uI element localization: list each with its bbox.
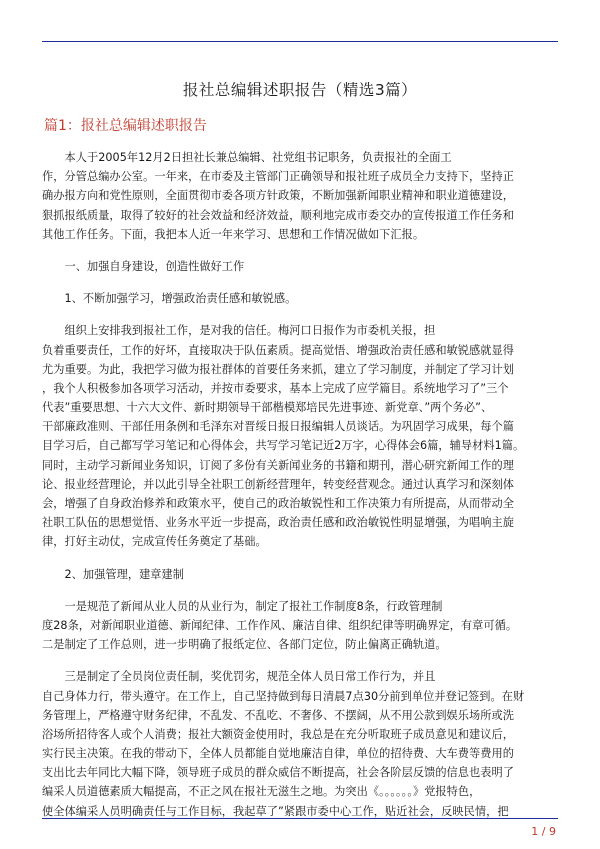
- text-line: 律，打好主动仗，完成宣传任务奠定了基础。: [42, 535, 267, 549]
- paragraph-gap: [42, 276, 558, 289]
- paragraph: [42, 257, 558, 276]
- text-line: 实行民主决策。在我的带动下，全体人员都能自觉地廉洁自律，单位的招待费、大车费等费用的: [42, 747, 514, 761]
- text-line: 自己身体力行，带头遵守。在工作上，自己坚持做到每日清晨7点30分前到单位并登记签到。在财: [42, 689, 525, 703]
- text-line: 社职工队伍的思想觉悟、业务水平近一步提高，政治责任感和政治敏锐性明显增强，为唱响主旋: [42, 516, 514, 530]
- paragraph-gap: [42, 308, 558, 321]
- section-heading: 篇1：报社总编辑述职报告: [44, 118, 207, 134]
- paragraph-gap: [42, 654, 558, 667]
- text-line: 其他工作任务。下面，我把本人近一年来学习、思想和工作情况做如下汇报。: [42, 227, 425, 241]
- text-line: 使全体编采人员明确责任与工作目标，我起草了”紧跟市委中心工作，贴近社会，反映民情，把: [42, 804, 509, 818]
- text-line: 狠抓报纸质量，取得了较好的社会效益和经济效益，顺利地完成市委交办的宣传报道工作任务和: [42, 208, 514, 222]
- paragraph-gap: [42, 552, 558, 565]
- text-line: 度28条，对新闻职业道德、新闻纪律、工作作风、廉洁自律、组织纪律等明确界定，有章可循。: [42, 618, 518, 632]
- paragraph-gap: [42, 584, 558, 597]
- text-line: 2、加强管理，建章建制: [42, 567, 185, 581]
- text-line: 本人于2005年12月2日担社长兼总编辑、社党组书记职务，负责报社的全面工: [42, 151, 452, 164]
- header-rule: [42, 41, 558, 42]
- text-line: 三是制定了全员岗位责任制，奖优罚劣，规范全体人员日常工作行为，并且: [42, 670, 436, 684]
- text-line: 二是制定了工作总则，进一步明确了报纸定位、各部门定位，防止偏离正确轨道。: [42, 638, 447, 652]
- text-line: 务管理上，严格遵守财务纪律，不乱发、不乱吃、不奢侈、不摆阔，从不用公款到娱乐场所或洗: [42, 708, 514, 722]
- text-line: 论、报业经营理论，并以此引导全社职工创新经营理年，转变经营观念。通过认真学习和深刻体: [42, 477, 514, 491]
- paragraph: [42, 597, 558, 655]
- text-line: 尤为重要。为此，我把学习做为报社群体的首要任务来抓，建立了学习制度，并制定了学习计划: [42, 362, 514, 376]
- footer-rule: [42, 818, 558, 819]
- text-line: 编采人员道德素质大幅提高，不正之风在报社无滋生之地。为突出《。。。。。。》党报特色，: [42, 785, 481, 799]
- paragraph-gap: [42, 244, 558, 257]
- text-line: 1、不断加强学习，增强政治责任感和敏锐感。: [42, 292, 297, 306]
- paragraph: [42, 667, 558, 821]
- page-number: 1 / 9: [531, 825, 556, 838]
- text-line: 一、加强自身建设，创造性做好工作: [42, 259, 245, 273]
- text-line: 同时，主动学习新闻业务知识，订阅了多份有关新闻业务的书籍和期刊，潜心研究新闻工作的理: [42, 458, 514, 472]
- text-line: 浴场所招待客人或个人消费；报社大额资金使用时，我总是在充分听取班子成员意见和建议后，: [42, 727, 514, 741]
- text-line: ，我个人积极参加各项学习活动，并按市委要求，基本上完成了应学篇目。系统地学习了”三个: [42, 381, 509, 395]
- document-body: [42, 148, 558, 821]
- text-line: 作，分管总编办公室。一年来，在市委及主管部门正确领导和报社班子成员全力支持下，坚持正: [42, 170, 514, 184]
- paragraph: [42, 148, 558, 244]
- page-title: 报社总编辑述职报告（精选3篇）: [182, 81, 418, 99]
- text-line: 会，增强了自身政治修养和政策水平，使自己的政治敏锐性和工作决策力有所提高，从而带动全: [42, 497, 514, 510]
- text-line: 组织上安排我到报社工作，是对我的信任。梅河口日报作为市委机关报，担: [42, 324, 436, 338]
- paragraph: [42, 321, 558, 551]
- text-line: 干部廉政准则、干部任用条例和毛泽东对晋绥日报日报编辑人员谈话。为巩固学习成果，每个篇: [42, 420, 514, 434]
- text-line: 目学习后，自己都写学习笔记和心得体会，共写学习笔记近2万字，心得体会6篇，辅导材料1篇。: [42, 439, 525, 453]
- text-line: 负着重要责任，工作的好坏，直接取决于队伍素质。提高觉悟、增强政治责任感和敏锐感就显得: [42, 343, 514, 357]
- text-line: 代表”重要思想、十六大文件、新时期领导干部楷模郑培民先进事迹、新党章、”两个务必”、: [42, 401, 493, 415]
- paragraph: [42, 565, 558, 584]
- paragraph: [42, 289, 558, 308]
- text-line: 一是规范了新闻从业人员的从业行为，制定了报社工作制度8条，行政管理制: [42, 599, 443, 613]
- text-line: 确办报方向和党性原则，全面贯彻市委各项方针政策，不断加强新闻职业精神和职业道德建设，: [42, 189, 514, 203]
- text-line: 支出比去年同比大幅下降，领导班子成员的群众威信不断提高，社会各阶层反馈的信息也表明了: [42, 766, 514, 780]
